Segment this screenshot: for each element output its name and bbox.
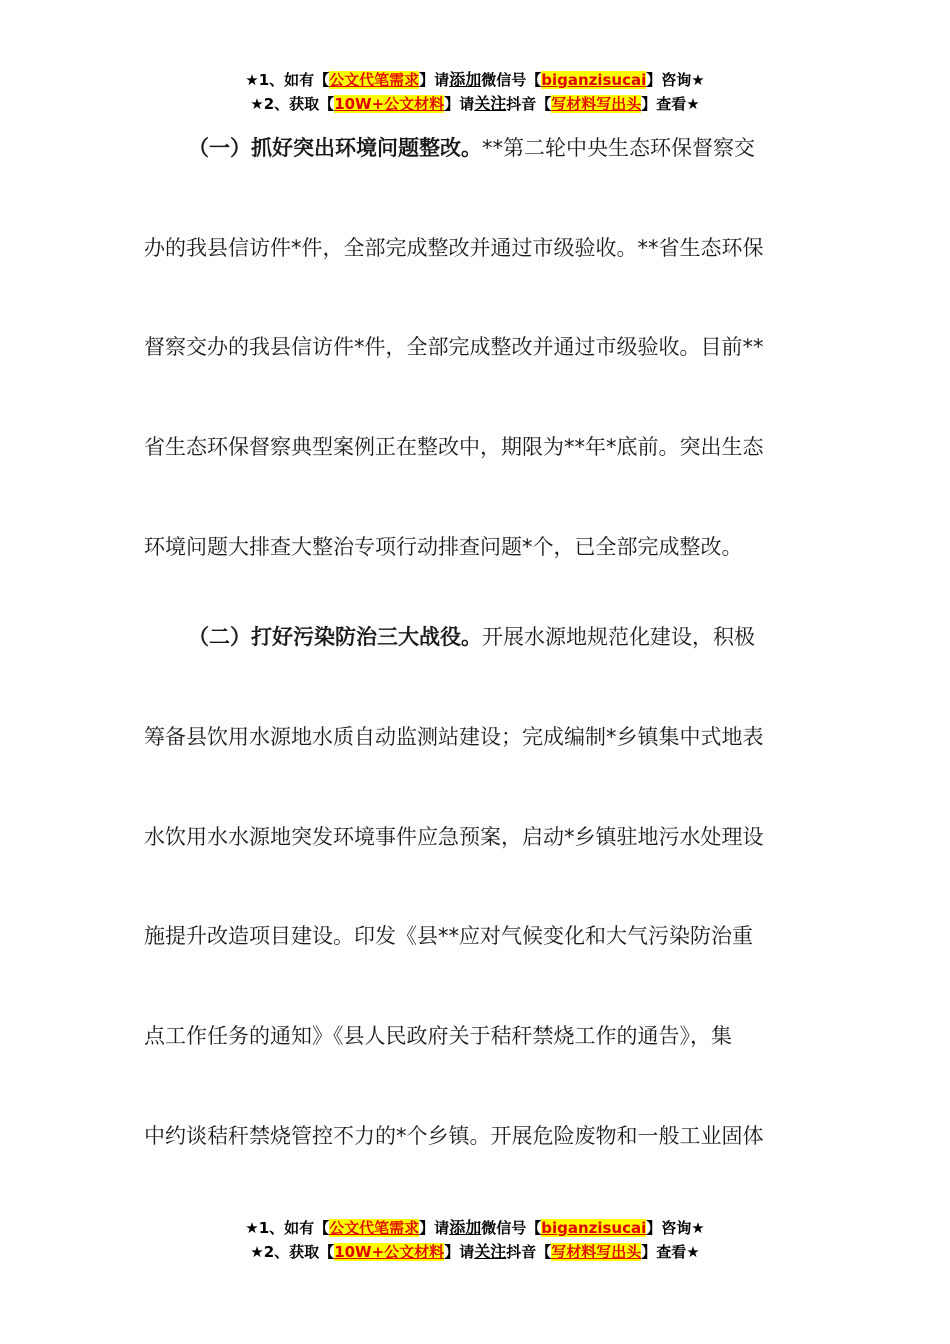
banner-highlight: 10W+公文材料 xyxy=(334,95,445,113)
banner-text: ★2、获取【 xyxy=(250,1243,335,1261)
banner-text: ★1、如有【 xyxy=(245,1219,330,1237)
banner-text: 抖音【 xyxy=(506,1243,552,1261)
banner-underline: 添加 xyxy=(449,1218,482,1237)
banner-highlight: 10W+公文材料 xyxy=(334,1243,445,1261)
paragraph-line: 筹备县饮用水源地水质自动监测站建设；完成编制*乡镇集中式地表 xyxy=(144,725,764,749)
banner-text: 微信号【 xyxy=(481,71,542,89)
paragraph-line: 办的我县信访件*件，全部完成整改并通过市级验收。**省生态环保 xyxy=(144,236,764,260)
paragraph-line: 省生态环保督察典型案例正在整改中，期限为**年*底前。突出生态 xyxy=(144,435,764,459)
banner-line-1 xyxy=(0,68,950,92)
banner-text: 】请 xyxy=(444,1243,475,1261)
banner-text: 抖音【 xyxy=(506,95,552,113)
banner-text: 】咨询★ xyxy=(646,1219,705,1237)
section-1-first-text: **第二轮中央生态环保督察交 xyxy=(482,136,755,160)
banner-underline: 关注 xyxy=(474,1242,507,1261)
banner-underline: 添加 xyxy=(449,70,482,89)
footer-banner xyxy=(0,1216,950,1264)
banner-text: 】请 xyxy=(419,1219,450,1237)
paragraph-line: 环境问题大排查大整治专项行动排查问题*个，已全部完成整改。 xyxy=(144,535,743,559)
section-2-heading: （二）打好污染防治三大战役。 xyxy=(188,625,482,649)
section-1-heading: （一）抓好突出环境问题整改。 xyxy=(188,136,482,160)
banner-highlight: 公文代笔需求 xyxy=(329,1219,420,1237)
paragraph-line: 点工作任务的通知》《县人民政府关于秸秆禁烧工作的通告》，集 xyxy=(144,1024,732,1048)
banner-text: 微信号【 xyxy=(481,1219,542,1237)
banner-highlight: 写材料写出头 xyxy=(551,1243,642,1261)
banner-highlight: 公文代笔需求 xyxy=(329,71,420,89)
banner-highlight: 写材料写出头 xyxy=(551,95,642,113)
paragraph-line: 中约谈秸秆禁烧管控不力的*个乡镇。开展危险废物和一般工业固体 xyxy=(144,1124,764,1148)
banner-text: 】查看★ xyxy=(641,1243,700,1261)
section-2-first-text: 开展水源地规范化建设，积极 xyxy=(482,625,755,649)
banner-line-1 xyxy=(0,1216,950,1240)
paragraph-line: 施提升改造项目建设。印发《县**应对气候变化和大气污染防治重 xyxy=(144,924,753,948)
section-2-first-line xyxy=(188,621,755,651)
header-banner xyxy=(0,68,950,116)
paragraph-line: 督察交办的我县信访件*件，全部完成整改并通过市级验收。目前** xyxy=(144,335,764,359)
banner-highlight: biganzisucai xyxy=(541,71,647,89)
banner-line-2 xyxy=(0,1240,950,1264)
banner-text: 】查看★ xyxy=(641,95,700,113)
banner-text: ★1、如有【 xyxy=(245,71,330,89)
banner-line-2 xyxy=(0,92,950,116)
banner-text: ★2、获取【 xyxy=(250,95,335,113)
banner-text: 】咨询★ xyxy=(646,71,705,89)
banner-underline: 关注 xyxy=(474,94,507,113)
section-1-first-line xyxy=(188,132,755,162)
banner-text: 】请 xyxy=(444,95,475,113)
banner-text: 】请 xyxy=(419,71,450,89)
banner-highlight: biganzisucai xyxy=(541,1219,647,1237)
paragraph-line: 水饮用水水源地突发环境事件应急预案，启动*乡镇驻地污水处理设 xyxy=(144,825,764,849)
